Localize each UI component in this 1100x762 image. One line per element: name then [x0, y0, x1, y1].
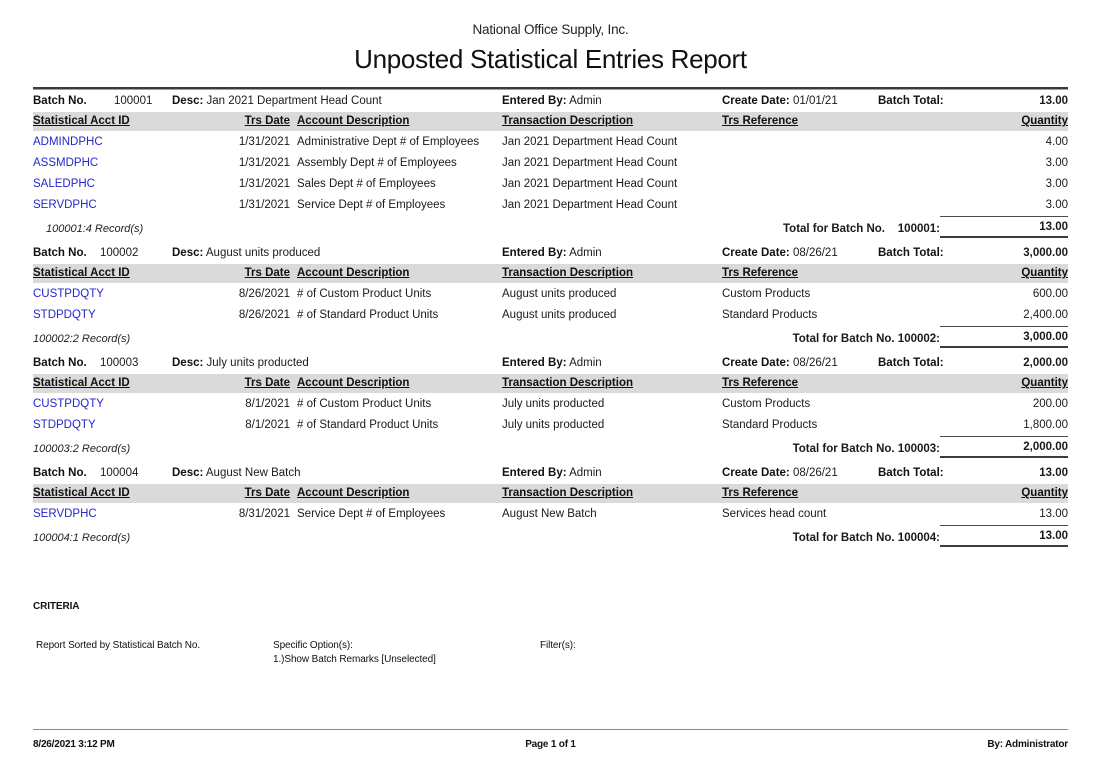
col-trs-ref: Trs Reference	[722, 267, 799, 279]
batch-header	[33, 462, 1068, 483]
batch-section-100004	[33, 462, 1068, 547]
record-count: 100002:2 Record(s)	[33, 333, 131, 345]
batch-no-label: Batch No.	[33, 467, 87, 479]
batch-no-value: 100001	[114, 95, 153, 107]
batch-create-date: Create Date: 08/26/21	[722, 357, 838, 369]
total-quantity: 3,000.00	[940, 326, 1068, 348]
account-id-link[interactable]: CUSTPDQTY	[33, 398, 104, 410]
table-row	[33, 173, 1068, 194]
col-trans-desc: Transaction Description	[502, 267, 634, 279]
column-header-bar	[33, 112, 1068, 131]
batch-desc: Desc: Jan 2021 Department Head Count	[172, 95, 382, 107]
account-desc-cell: Administrative Dept # of Employees	[297, 136, 480, 148]
batch-desc: Desc: August units produced	[172, 247, 321, 259]
desc-label: Desc:	[172, 95, 204, 107]
account-id-link[interactable]: STDPDQTY	[33, 309, 96, 321]
trs-ref-cell: Services head count	[722, 508, 827, 520]
table-row	[33, 414, 1068, 435]
trs-ref-cell	[722, 157, 940, 169]
quantity-cell: 4.00	[1045, 136, 1068, 148]
batch-total-value: 13.00	[1039, 95, 1068, 107]
batch-total-value: 13.00	[1039, 467, 1068, 479]
company-name: National Office Supply, Inc.	[472, 22, 629, 37]
column-header-bar	[33, 264, 1068, 283]
batch-total-row	[33, 216, 1068, 238]
footer-datetime: 8/26/2021 3:12 PM	[33, 739, 115, 750]
trs-ref-cell	[722, 136, 940, 148]
criteria-options-label: Specific Option(s):	[273, 640, 353, 651]
col-trs-date: Trs Date	[244, 487, 290, 499]
col-trs-ref: Trs Reference	[722, 487, 799, 499]
batch-section-100003	[33, 352, 1068, 458]
account-desc-cell: Service Dept # of Employees	[297, 199, 446, 211]
col-acct-id: Statistical Acct ID	[33, 267, 130, 279]
trs-date-cell: 1/31/2021	[238, 199, 290, 211]
batch-header	[33, 352, 1068, 373]
batch-entered-by: Entered By: Admin	[502, 467, 602, 479]
criteria-sort: Report Sorted by Statistical Batch No.	[36, 640, 201, 651]
trs-ref-cell	[722, 199, 940, 211]
batch-total-label: Batch Total:	[878, 357, 944, 369]
batch-no-label: Batch No.	[33, 357, 87, 369]
desc-label: Desc:	[172, 467, 204, 479]
entered-by-label: Entered By:	[502, 467, 567, 479]
col-trans-desc: Transaction Description	[502, 115, 634, 127]
batch-header	[33, 90, 1068, 111]
total-for-batch-label: Total for Batch No. 100001:	[783, 223, 940, 235]
account-id-link[interactable]: SALEDPHC	[33, 178, 95, 190]
batch-desc: Desc: August New Batch	[172, 467, 301, 479]
col-quantity: Quantity	[1021, 267, 1068, 279]
batch-create-date: Create Date: 08/26/21	[722, 247, 838, 259]
col-acct-id: Statistical Acct ID	[33, 115, 130, 127]
quantity-cell: 600.00	[1032, 288, 1068, 300]
trs-ref-cell: Custom Products	[722, 288, 811, 300]
total-quantity: 2,000.00	[940, 436, 1068, 458]
trans-desc-cell: July units producted	[502, 419, 605, 431]
batch-entered-by: Entered By: Admin	[502, 95, 602, 107]
record-count: 100003:2 Record(s)	[33, 443, 131, 455]
trans-desc-cell: August units produced	[502, 309, 617, 321]
batch-no-value: 100002	[100, 247, 139, 259]
footer-page-number: Page 1 of 1	[525, 739, 576, 750]
batch-section-100002	[33, 242, 1068, 348]
trans-desc-cell: August New Batch	[502, 508, 597, 520]
page-footer	[33, 729, 1068, 762]
col-account-desc: Account Description	[297, 377, 410, 389]
batch-total-row	[33, 525, 1068, 547]
col-account-desc: Account Description	[297, 115, 410, 127]
account-id-link[interactable]: SERVDPHC	[33, 508, 97, 520]
col-acct-id: Statistical Acct ID	[33, 487, 130, 499]
total-quantity: 13.00	[940, 216, 1068, 238]
col-trans-desc: Transaction Description	[502, 487, 634, 499]
criteria-section	[33, 601, 1068, 667]
desc-label: Desc:	[172, 247, 204, 259]
account-desc-cell: # of Standard Product Units	[297, 419, 439, 431]
quantity-cell: 3.00	[1045, 178, 1068, 190]
account-desc-cell: # of Custom Product Units	[297, 398, 432, 410]
entered-by-label: Entered By:	[502, 95, 567, 107]
trs-ref-cell: Standard Products	[722, 419, 818, 431]
trs-date-cell: 8/31/2021	[238, 508, 290, 520]
trs-date-cell: 8/26/2021	[238, 288, 290, 300]
create-date-label: Create Date:	[722, 357, 790, 369]
trans-desc-cell: July units producted	[502, 398, 605, 410]
table-row	[33, 304, 1068, 325]
col-trs-date: Trs Date	[244, 377, 290, 389]
col-account-desc: Account Description	[297, 487, 410, 499]
batch-no-value: 100003	[100, 357, 139, 369]
trs-date-cell: 8/1/2021	[245, 398, 290, 410]
batch-total-label: Batch Total:	[878, 95, 944, 107]
total-for-batch-label: Total for Batch No. 100003:	[792, 443, 940, 455]
batch-total-value: 3,000.00	[1023, 247, 1068, 259]
total-for-batch-label: Total for Batch No. 100004:	[792, 532, 940, 544]
col-trs-date: Trs Date	[244, 267, 290, 279]
create-date-label: Create Date:	[722, 467, 790, 479]
account-desc-cell: # of Custom Product Units	[297, 288, 432, 300]
account-id-link[interactable]: ASSMDPHC	[33, 157, 99, 169]
trs-ref-cell: Custom Products	[722, 398, 811, 410]
batch-total-label: Batch Total:	[878, 247, 944, 259]
quantity-cell: 3.00	[1045, 199, 1068, 211]
table-row	[33, 503, 1068, 524]
col-trs-ref: Trs Reference	[722, 115, 799, 127]
column-header-bar	[33, 484, 1068, 503]
account-id-link[interactable]: CUSTPDQTY	[33, 288, 104, 300]
batch-desc: Desc: July units producted	[172, 357, 309, 369]
create-date-label: Create Date:	[722, 95, 790, 107]
table-row	[33, 152, 1068, 173]
trans-desc-cell: Jan 2021 Department Head Count	[502, 178, 678, 190]
trs-date-cell: 1/31/2021	[238, 136, 290, 148]
table-row	[33, 194, 1068, 215]
account-id-link[interactable]: STDPDQTY	[33, 419, 96, 431]
trs-ref-cell: Standard Products	[722, 309, 818, 321]
batch-total-label: Batch Total:	[878, 467, 944, 479]
trans-desc-cell: Jan 2021 Department Head Count	[502, 157, 678, 169]
account-desc-cell: Assembly Dept # of Employees	[297, 157, 457, 169]
criteria-options-item: 1.)Show Batch Remarks [Unselected]	[273, 654, 436, 665]
criteria-heading: CRITERIA	[33, 601, 80, 612]
record-count: 100004:1 Record(s)	[33, 532, 131, 544]
footer-rule	[33, 729, 1068, 730]
account-desc-cell: Sales Dept # of Employees	[297, 178, 436, 190]
quantity-cell: 200.00	[1032, 398, 1068, 410]
account-id-link[interactable]: ADMINDPHC	[33, 136, 103, 148]
batch-total-value: 2,000.00	[1023, 357, 1068, 369]
account-desc-cell: Service Dept # of Employees	[297, 508, 446, 520]
report-header	[33, 22, 1068, 75]
quantity-cell: 13.00	[1039, 508, 1068, 520]
create-date-label: Create Date:	[722, 247, 790, 259]
batch-entered-by: Entered By: Admin	[502, 247, 602, 259]
total-quantity: 13.00	[940, 525, 1068, 547]
batch-entered-by: Entered By: Admin	[502, 357, 602, 369]
quantity-cell: 1,800.00	[1023, 419, 1068, 431]
criteria-filters-label: Filter(s):	[540, 640, 576, 651]
col-trs-date: Trs Date	[244, 115, 290, 127]
trs-date-cell: 1/31/2021	[238, 178, 290, 190]
batch-total-row	[33, 436, 1068, 458]
batch-section-100001	[33, 90, 1068, 238]
total-for-batch-label: Total for Batch No. 100002:	[792, 333, 940, 345]
batch-create-date: Create Date: 01/01/21	[722, 95, 838, 107]
desc-label: Desc:	[172, 357, 204, 369]
table-row	[33, 131, 1068, 152]
col-quantity: Quantity	[1021, 377, 1068, 389]
entered-by-label: Entered By:	[502, 247, 567, 259]
col-trans-desc: Transaction Description	[502, 377, 634, 389]
page-title: Unposted Statistical Entries Report	[354, 44, 747, 74]
batch-header	[33, 242, 1068, 263]
footer-user: By: Administrator	[987, 739, 1068, 750]
quantity-cell: 2,400.00	[1023, 309, 1068, 321]
trs-date-cell: 8/26/2021	[238, 309, 290, 321]
account-desc-cell: # of Standard Product Units	[297, 309, 439, 321]
trans-desc-cell: August units produced	[502, 288, 617, 300]
trs-date-cell: 8/1/2021	[245, 419, 290, 431]
col-trs-ref: Trs Reference	[722, 377, 799, 389]
table-row	[33, 393, 1068, 414]
batch-create-date: Create Date: 08/26/21	[722, 467, 838, 479]
batch-no-label: Batch No.	[33, 247, 87, 259]
col-quantity: Quantity	[1021, 115, 1068, 127]
account-id-link[interactable]: SERVDPHC	[33, 199, 97, 211]
table-row	[33, 283, 1068, 304]
batch-no-value: 100004	[100, 467, 139, 479]
trs-date-cell: 1/31/2021	[238, 157, 290, 169]
trans-desc-cell: Jan 2021 Department Head Count	[502, 199, 678, 211]
criteria-options	[273, 639, 540, 667]
col-acct-id: Statistical Acct ID	[33, 377, 130, 389]
col-quantity: Quantity	[1021, 487, 1068, 499]
batch-no-label: Batch No.	[33, 95, 87, 107]
record-count: 100001:4 Record(s)	[46, 223, 144, 235]
trans-desc-cell: Jan 2021 Department Head Count	[502, 136, 678, 148]
col-account-desc: Account Description	[297, 267, 410, 279]
quantity-cell: 3.00	[1045, 157, 1068, 169]
entered-by-label: Entered By:	[502, 357, 567, 369]
column-header-bar	[33, 374, 1068, 393]
batch-total-row	[33, 326, 1068, 348]
trs-ref-cell	[722, 178, 940, 190]
